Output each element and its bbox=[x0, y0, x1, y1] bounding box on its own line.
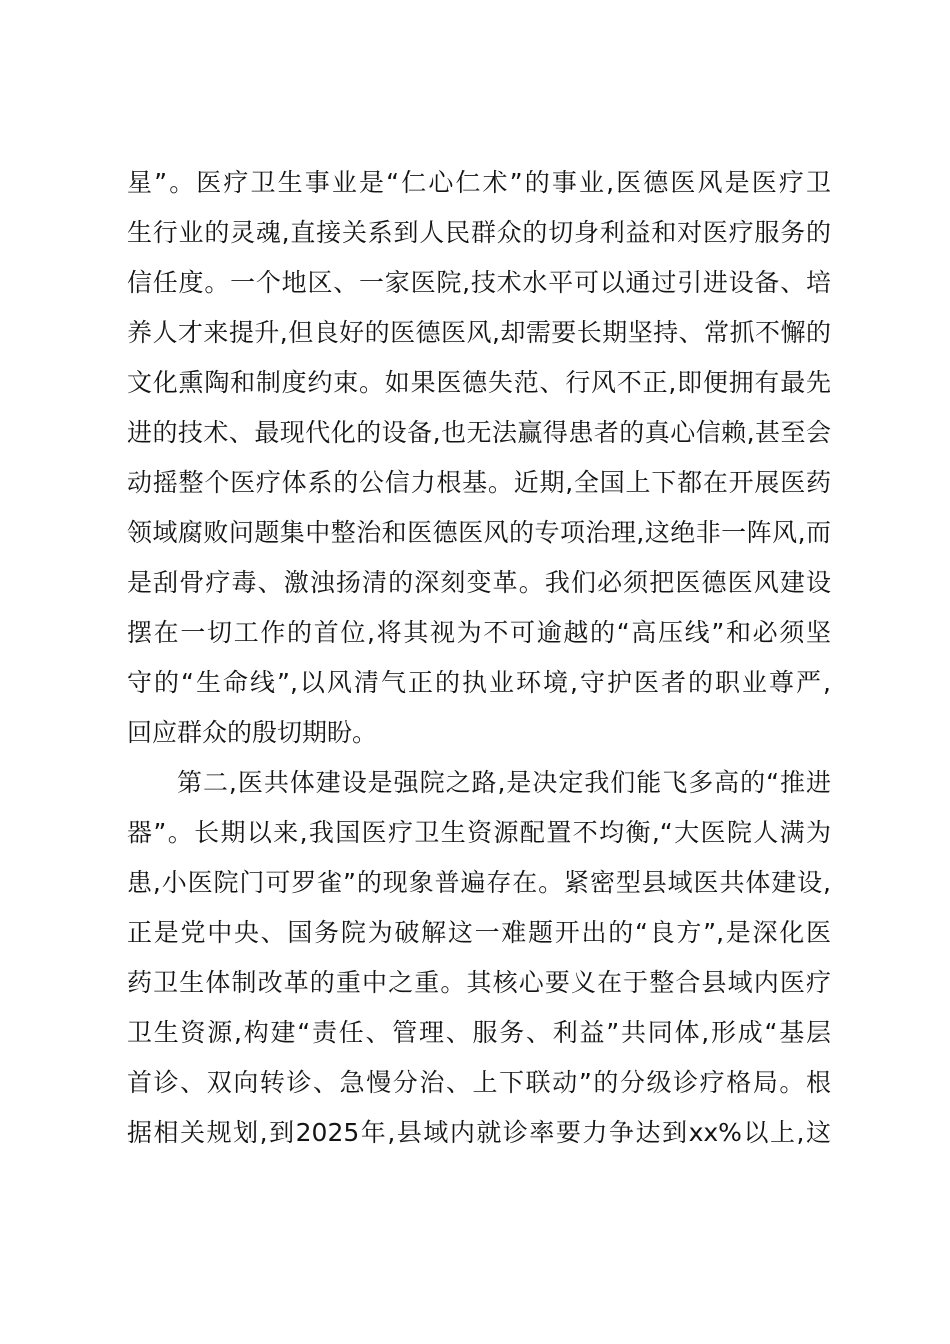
paragraph-1 bbox=[127, 158, 831, 758]
text-line: 正是党中央、国务院为破解这一难题开出的“良方”,是深化医 bbox=[127, 918, 831, 947]
text-line: 信任度。一个地区、一家医院,技术水平可以通过引进设备、培 bbox=[127, 268, 831, 297]
text-line: 据相关规划,到2025年,县域内就诊率要力争达到xx%以上,这 bbox=[127, 1118, 831, 1147]
text-line: 摆在一切工作的首位,将其视为不可逾越的“高压线”和必须坚 bbox=[127, 618, 831, 647]
text-line: 进的技术、最现代化的设备,也无法赢得患者的真心信赖,甚至会 bbox=[127, 418, 831, 447]
text-line: 领域腐败问题集中整治和医德医风的专项治理,这绝非一阵风,而 bbox=[127, 518, 831, 547]
text-line: 星”。医疗卫生事业是“仁心仁术”的事业,医德医风是医疗卫 bbox=[127, 168, 831, 197]
document-body bbox=[127, 158, 831, 1158]
text-line: 回应群众的殷切期盼。 bbox=[127, 718, 378, 747]
text-line: 生行业的灵魂,直接关系到人民群众的切身利益和对医疗服务的 bbox=[127, 218, 831, 247]
paragraph-2 bbox=[127, 758, 831, 1158]
text-line: 卫生资源,构建“责任、管理、服务、利益”共同体,形成“基层 bbox=[127, 1018, 831, 1047]
text-line: 文化熏陶和制度约束。如果医德失范、行风不正,即便拥有最先 bbox=[127, 368, 831, 397]
text-line: 器”。长期以来,我国医疗卫生资源配置不均衡,“大医院人满为 bbox=[127, 818, 831, 847]
text-line: 养人才来提升,但良好的医德医风,却需要长期坚持、常抓不懈的 bbox=[127, 318, 831, 347]
text-line: 动摇整个医疗体系的公信力根基。近期,全国上下都在开展医药 bbox=[127, 468, 831, 497]
text-line: 是刮骨疗毒、激浊扬清的深刻变革。我们必须把医德医风建设 bbox=[127, 568, 831, 597]
text-line: 患,小医院门可罗雀”的现象普遍存在。紧密型县域医共体建设, bbox=[127, 868, 831, 897]
text-line: 药卫生体制改革的重中之重。其核心要义在于整合县域内医疗 bbox=[127, 968, 831, 997]
text-line: 第二,医共体建设是强院之路,是决定我们能飞多高的“推进 bbox=[177, 768, 831, 797]
text-line: 守的“生命线”,以风清气正的执业环境,守护医者的职业尊严, bbox=[127, 668, 831, 697]
text-line: 首诊、双向转诊、急慢分治、上下联动”的分级诊疗格局。根 bbox=[127, 1068, 831, 1097]
